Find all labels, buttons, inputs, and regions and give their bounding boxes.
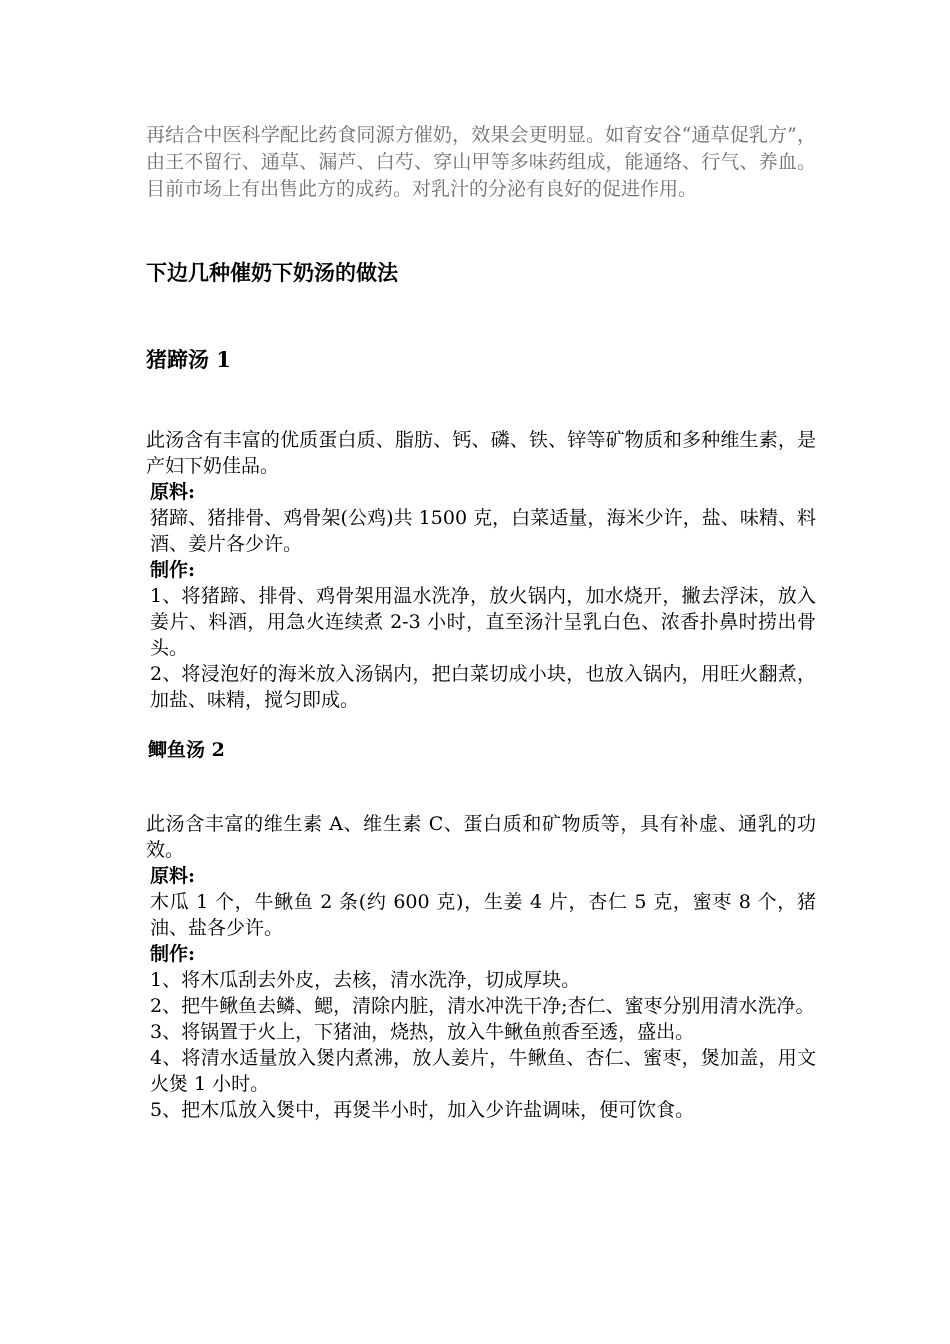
soup2-ingredients-label: 原料: (150, 865, 196, 887)
soup1-ingredients-label: 原料: (150, 481, 196, 503)
intro-paragraph: 再结合中医科学配比药食同源方催奶，效果会更明显。如育安谷“通草促乳方”，由王不留行、通草、漏芦、白芍、穿山甲等多味药组成，能通络、行气、养血。目前市场上有出售此方的成药。对乳汁的分泌有良好的促进作用。 (146, 124, 816, 200)
soup1-method-label: 制作: (150, 559, 196, 581)
soup1-step: 1、将猪蹄、排骨、鸡骨架用温水洗净，放火锅内，加水烧开，撇去浮沫，放入姜片、料酒，用急火连续煮 2-3 小时，直至汤汁呈乳白色、浓香扑鼻时捞出骨头。 (150, 585, 816, 659)
soup1-step: 2、将浸泡好的海米放入汤锅内，把白菜切成小块，也放入锅内，用旺火翻煮，加盐、味精，搅匀即成。 (150, 663, 816, 711)
soup2-step: 3、将锅置于火上，下猪油，烧热，放入牛鳅鱼煎香至透，盛出。 (150, 1021, 695, 1043)
soup1-ingredients: 猪蹄、猪排骨、鸡骨架(公鸡)共 1500 克，白菜适量，海米少许，盐、味精、料酒、姜片各少许。 (150, 507, 816, 555)
soup2-step: 2、把牛鳅鱼去鳞、鳃，清除内脏，清水冲洗干净;杏仁、蜜枣分别用清水洗净。 (150, 995, 815, 1017)
soup1-description: 此汤含有丰富的优质蛋白质、脂肪、钙、磷、铁、锌等矿物质和多种维生素，是产妇下奶佳品。 (146, 429, 816, 477)
soup2-title: 鲫鱼汤 2 (148, 739, 225, 761)
soup2-section (146, 811, 816, 1123)
soup2-step: 1、将木瓜刮去外皮，去核，清水洗净，切成厚块。 (150, 969, 581, 991)
soup2-step: 5、把木瓜放入煲中，再煲半小时，加入少许盐调味，便可饮食。 (150, 1099, 695, 1121)
soup2-method-label: 制作: (150, 943, 196, 965)
main-heading: 下边几种催奶下奶汤的做法 (146, 260, 398, 285)
soup2-description: 此汤含丰富的维生素 A、维生素 C、蛋白质和矿物质等，具有补虚、通乳的功效。 (146, 813, 816, 861)
soup2-step: 4、将清水适量放入煲内煮沸，放人姜片，牛鳅鱼、杏仁、蜜枣，煲加盖，用文火煲 1 小时。 (150, 1047, 816, 1095)
page-content (146, 122, 816, 1121)
soup1-section (146, 427, 816, 713)
soup1-title: 猪蹄汤 1 (146, 347, 231, 372)
soup2-ingredients: 木瓜 1 个，牛鳅鱼 2 条(约 600 克)，生姜 4 片，杏仁 5 克，蜜枣 8 个，猪油、盐各少许。 (150, 891, 816, 939)
